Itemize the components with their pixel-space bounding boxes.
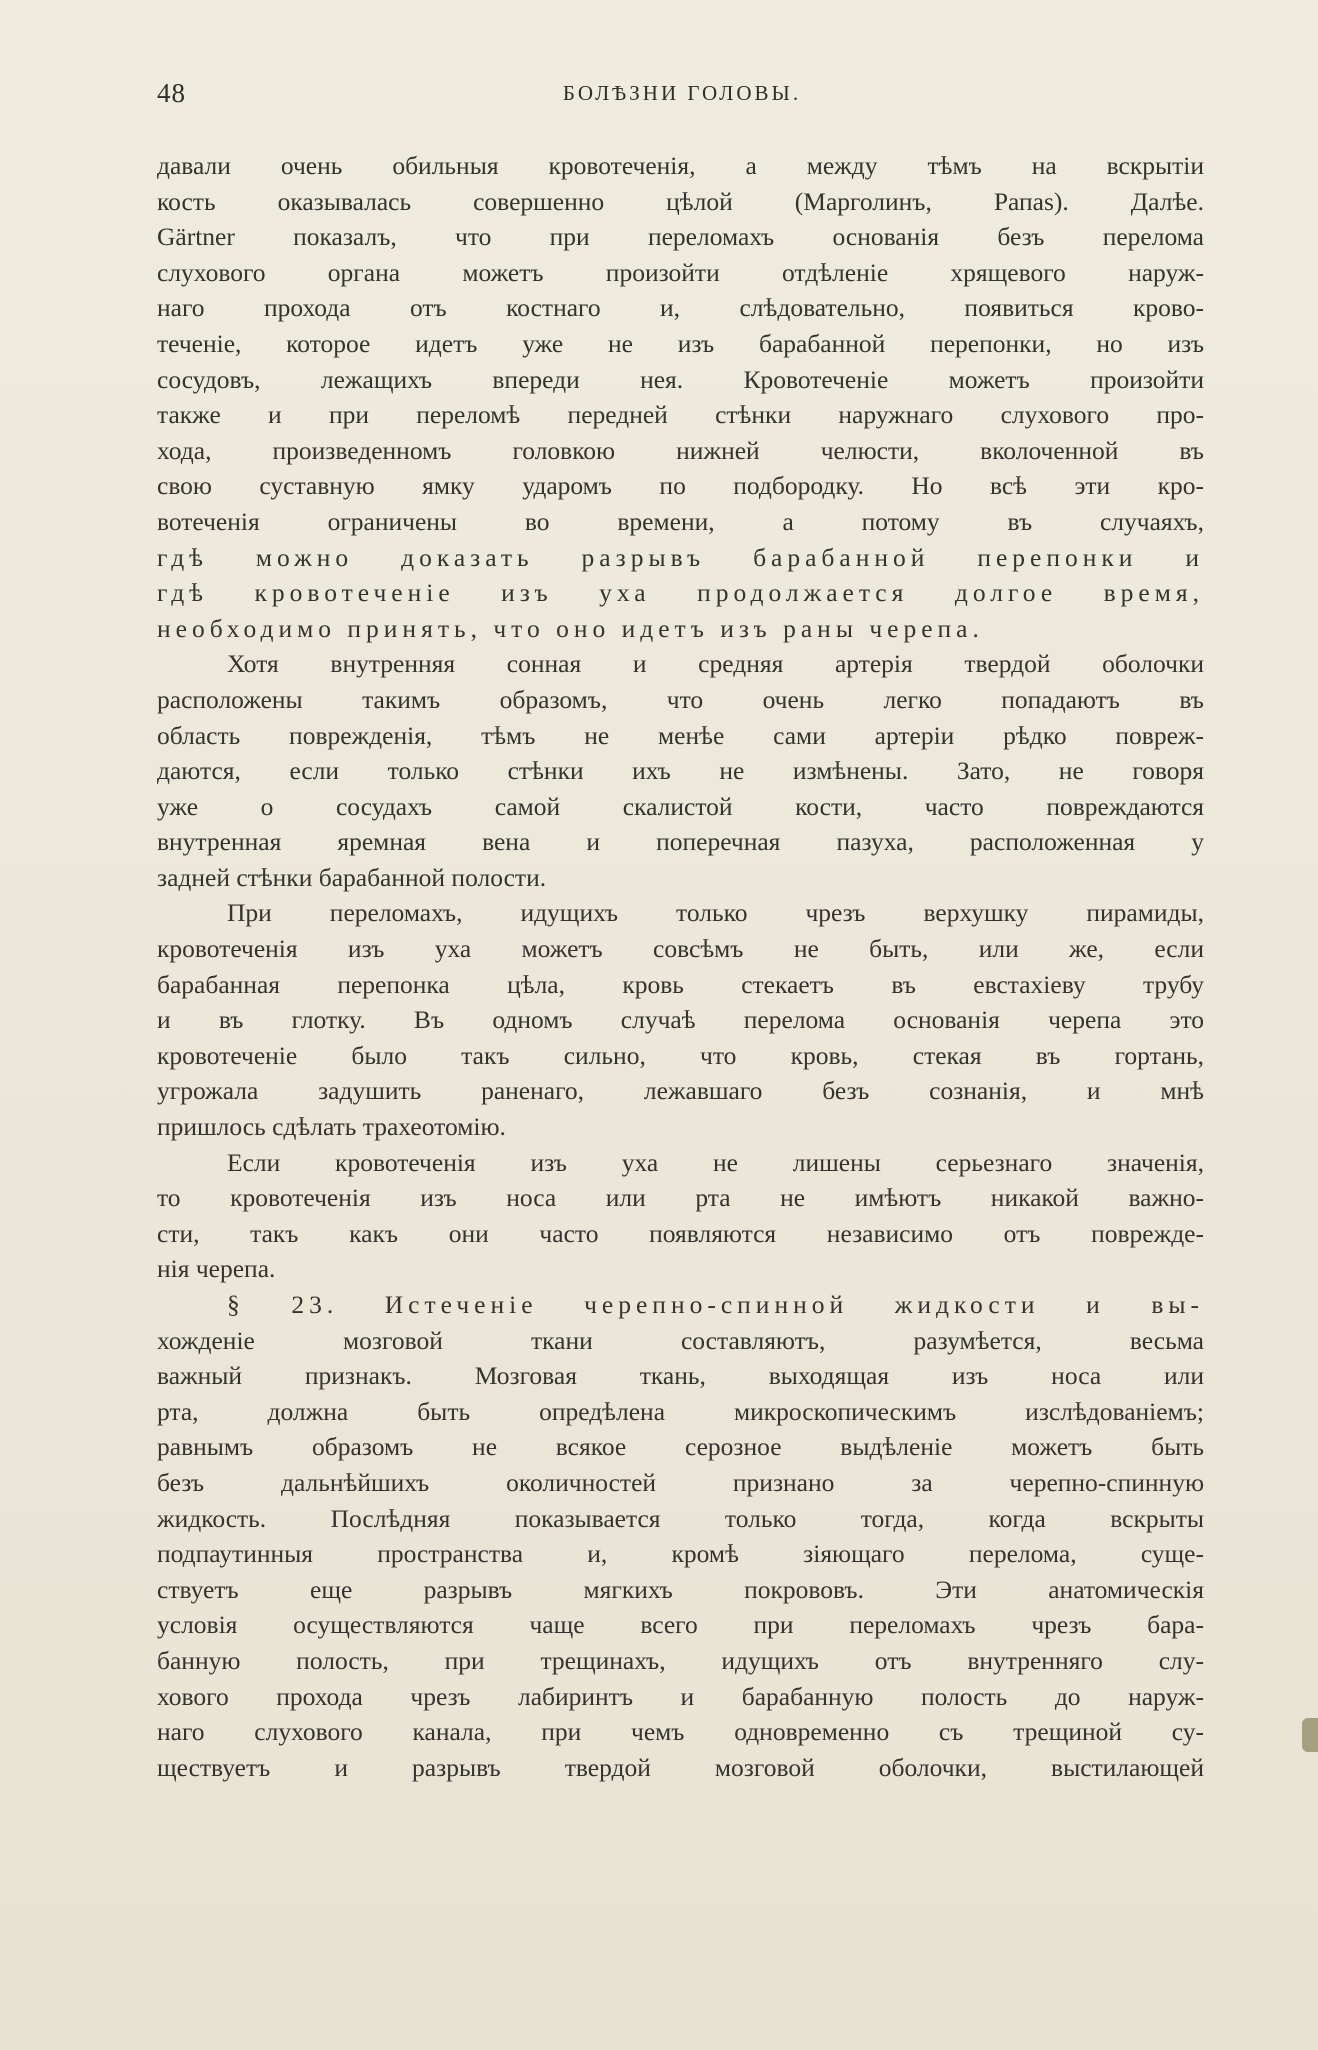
text-line: нія черепа. [157,1254,276,1284]
text-line: вотеченія ограничены во времени, а потому въ случаяхъ, [157,506,1204,536]
text-line: наго прохода отъ костнаго и, слѣдовательно, появиться крово- [157,293,1204,323]
text-line: даются, если только стѣнки ихъ не измѣнены. Зато, не говоря [157,756,1204,786]
text-line: безъ дальнѣйшихъ околичностей признано за черепно-спинную [157,1467,1204,1497]
text-line: свою суставную ямку ударомъ по подбородку. Но всѣ эти кро- [157,471,1204,501]
text-line: Если кровотеченія изъ уха не лишены серьезнаго значенія, [227,1147,1204,1177]
text-line: Gärtner показалъ, что при переломахъ основанія безъ перелома [157,222,1204,252]
text-line: гдѣ можно доказать разрывъ барабанной перепонки и [157,542,1204,572]
page-number: 48 [157,78,186,108]
text-line: кровотеченіе было такъ сильно, что кровь, стекая въ гортань, [157,1040,1204,1070]
text-line: уже о сосудахъ самой скалистой кости, часто повреждаются [157,791,1204,821]
text-line: также и при переломѣ передней стѣнки наружнаго слухового про- [157,400,1204,430]
text-line: и въ глотку. Въ одномъ случаѣ перелома основанія черепа это [157,1005,1204,1035]
text-line: хового прохода чрезъ лабиринтъ и барабанную полость до наруж- [157,1681,1204,1711]
text-line: наго слухового канала, при чемъ одновременно съ трещиной су- [157,1717,1204,1747]
text-line: угрожала задушить раненаго, лежавшаго безъ сознанія, и мнѣ [157,1076,1204,1106]
text-line: условія осуществляются чаще всего при переломахъ чрезъ бара- [157,1610,1204,1640]
text-line: кость оказывалась совершенно цѣлой (Марголинъ, Рапаs). Далѣе. [157,186,1204,216]
text-line: барабанная перепонка цѣла, кровь стекаетъ въ евстахіеву трубу [157,969,1204,999]
text-line: пришлось сдѣлать трахеотомію. [157,1112,506,1142]
page-edge-mark [1302,1718,1318,1752]
text-line: хода, произведенномъ головкою нижней челюсти, вколоченной въ [157,435,1204,465]
text-line: слухового органа можетъ произойти отдѣленіе хрящевого наруж- [157,257,1204,287]
text-line: равнымъ образомъ не всякое серозное выдѣленіе можетъ быть [157,1432,1204,1462]
text-line: давали очень обильныя кровотеченія, а между тѣмъ на вскрытіи [157,151,1204,180]
text-line: необходимо принять, что оно идетъ изъ раны черепа. [157,613,984,643]
text-line: сосудовъ, лежащихъ впереди нея. Кровотеченіе можетъ произойти [157,364,1204,394]
text-line: внутренная яремная вена и поперечная пазуха, расположенная у [157,827,1204,857]
text-line: ствуетъ еще разрывъ мягкихъ покрововъ. Эти анатомическія [157,1574,1204,1604]
text-line: сти, такъ какъ они часто появляются независимо отъ поврежде- [157,1218,1204,1248]
text-line: теченіе, которое идетъ уже не изъ барабанной перепонки, но изъ [157,328,1204,358]
text-line: рта, должна быть опредѣлена микроскопическимъ изслѣдованіемъ; [157,1396,1204,1426]
text-line: важный признакъ. Мозговая ткань, выходящая изъ носа или [157,1361,1204,1391]
body-text [157,148,1204,1785]
text-line: гдѣ кровотеченіе изъ уха продолжается долгое время, [157,578,1204,608]
text-line: Хотя внутренняя сонная и средняя артерія твердой оболочки [227,649,1204,679]
text-line: хожденіе мозговой ткани составляютъ, разумѣется, весьма [157,1325,1204,1355]
text-line: расположены такимъ образомъ, что очень легко попадаютъ въ [157,684,1204,714]
text-line: кровотеченія изъ уха можетъ совсѣмъ не быть, или же, если [157,934,1204,964]
text-line: подпаутинныя пространства и, кромѣ зіяющаго перелома, суще- [157,1539,1204,1569]
text-line: При переломахъ, идущихъ только чрезъ верхушку пирамиды, [227,898,1204,928]
text-line: жидкость. Послѣдняя показывается только тогда, когда вскрыты [157,1503,1204,1533]
page-header [157,78,1207,114]
text-line: § 23. Истеченіе черепно-спинной жидкости и вы- [227,1290,1204,1319]
text-line: задней стѣнки барабанной полости. [157,862,547,892]
text-line: то кровотеченія изъ носа или рта не имѣютъ никакой важно- [157,1183,1204,1213]
text-line: ществуетъ и разрывъ твердой мозговой оболочки, выстилающей [157,1752,1204,1782]
running-title: БОЛѢЗНИ ГОЛОВЫ. [562,81,802,105]
text-line: банную полость, при трещинахъ, идущихъ отъ внутренняго слу- [157,1645,1204,1675]
text-line: область поврежденія, тѣмъ не менѣе сами артеріи рѣдко повреж- [157,720,1204,750]
